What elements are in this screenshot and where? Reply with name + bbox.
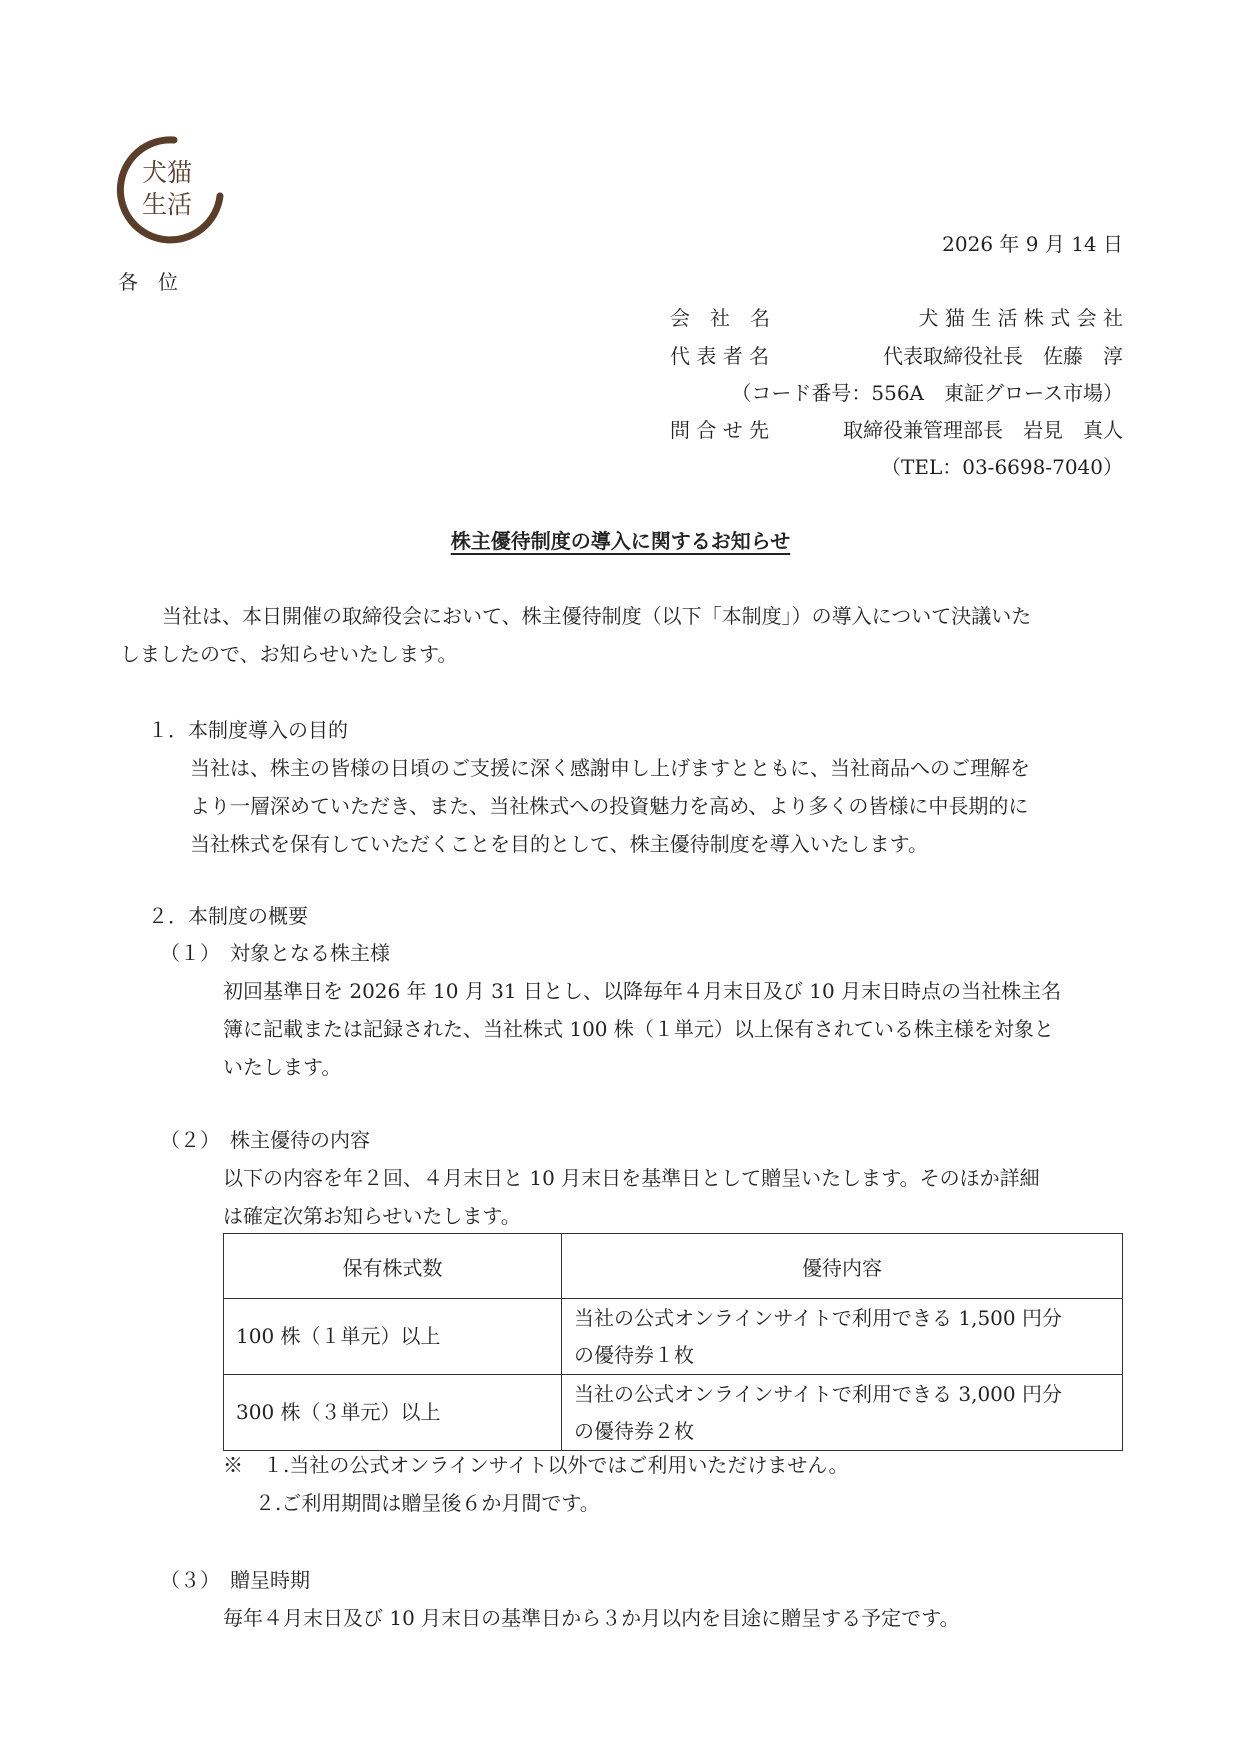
intro-line: しましたので、お知らせいたします。 [120,642,458,666]
table-row [224,1375,1123,1451]
intro-line: 当社は、本日開催の取締役会において、株主優待制度（以下「本制度」）の導入について決議いた [162,604,1032,628]
contact-person: 取締役兼管理部長 岩見 真人 [843,418,1123,442]
representative-label: 代 表 者 名 [670,344,770,368]
shares-cell: 100 株（１単元）以上 [224,1299,562,1375]
contact-label: 問 合 せ 先 [670,418,770,442]
benefit-table [223,1233,1123,1451]
benefit-text: の優待券２枚 [574,1418,694,1443]
note-line: ２.ご利用期間は贈呈後６か月間です。 [255,1491,600,1515]
company-logo [112,134,224,246]
company-name: 犬 猫 生 活 株 式 会 社 [918,306,1123,330]
shares-cell: 300 株（３単元）以上 [224,1375,562,1451]
subsection2-line: は確定次第お知らせいたします。 [223,1204,521,1228]
section2-heading: ２．本制度の概要 [148,904,308,928]
subsection2-line: 以下の内容を年２回、４月末日と 10 月末日を基準日として贈呈いたします。そのほか詳細 [223,1166,1040,1190]
logo-text-bottom: 生活 [142,190,193,219]
section1-heading: １．本制度導入の目的 [148,718,348,742]
note-line: ※ １.当社の公式オンラインサイト以外ではご利用いただけません。 [223,1453,849,1477]
section1-line: 当社は、株主の皆様の日頃のご支援に深く感謝申し上げますとともに、当社商品へのご理解を [190,756,1030,780]
subsection1-line: いたします。 [223,1055,342,1079]
benefit-text: 当社の公式オンラインサイトで利用できる 1,500 円分 [574,1305,1062,1330]
subsection3-line: 毎年４月末日及び 10 月末日の基準日から３か月以内を目途に贈呈する予定です。 [223,1606,960,1630]
stock-code: （コード番号：556A 東証グロース市場） [731,381,1123,405]
representative: 代表取締役社長 佐藤 淳 [883,344,1123,368]
header-benefit: 優待内容 [562,1234,1123,1299]
section1-line: より一層深めていただき、また、当社株式への投資魅力を高め、より多くの皆様に中長期的に [190,794,1029,818]
header-shares: 保有株式数 [224,1234,562,1299]
company-name-label: 会 社 名 [670,306,770,330]
issue-date: 2026 年 9 月 14 日 [942,232,1123,256]
subsection3-heading: （３） 贈呈時期 [160,1568,310,1592]
section1-line: 当社株式を保有していただくことを目的として、株主優待制度を導入いたします。 [190,832,928,856]
benefit-text: の優待券１枚 [574,1342,694,1367]
table-header-row [224,1234,1123,1299]
document-title: 株主優待制度の導入に関するお知らせ [450,529,791,553]
contact-tel: （TEL：03-6698-7040） [881,455,1123,479]
benefit-cell [562,1375,1123,1451]
subsection1-heading: （１） 対象となる株主様 [160,941,390,965]
addressee: 各 位 [118,270,178,294]
benefit-cell [562,1299,1123,1375]
subsection1-line: 初回基準日を 2026 年 10 月 31 日とし、以降毎年４月末日及び 10 月末日時点の当社株主名 [223,979,1062,1003]
subsection1-line: 簿に記載または記録された、当社株式 100 株（１単元）以上保有されている株主様を対象と [223,1017,1054,1041]
subsection2-heading: （２） 株主優待の内容 [160,1128,370,1152]
benefit-text: 当社の公式オンラインサイトで利用できる 3,000 円分 [574,1381,1062,1406]
table-row [224,1299,1123,1375]
logo-text-top: 犬猫 [142,158,193,187]
